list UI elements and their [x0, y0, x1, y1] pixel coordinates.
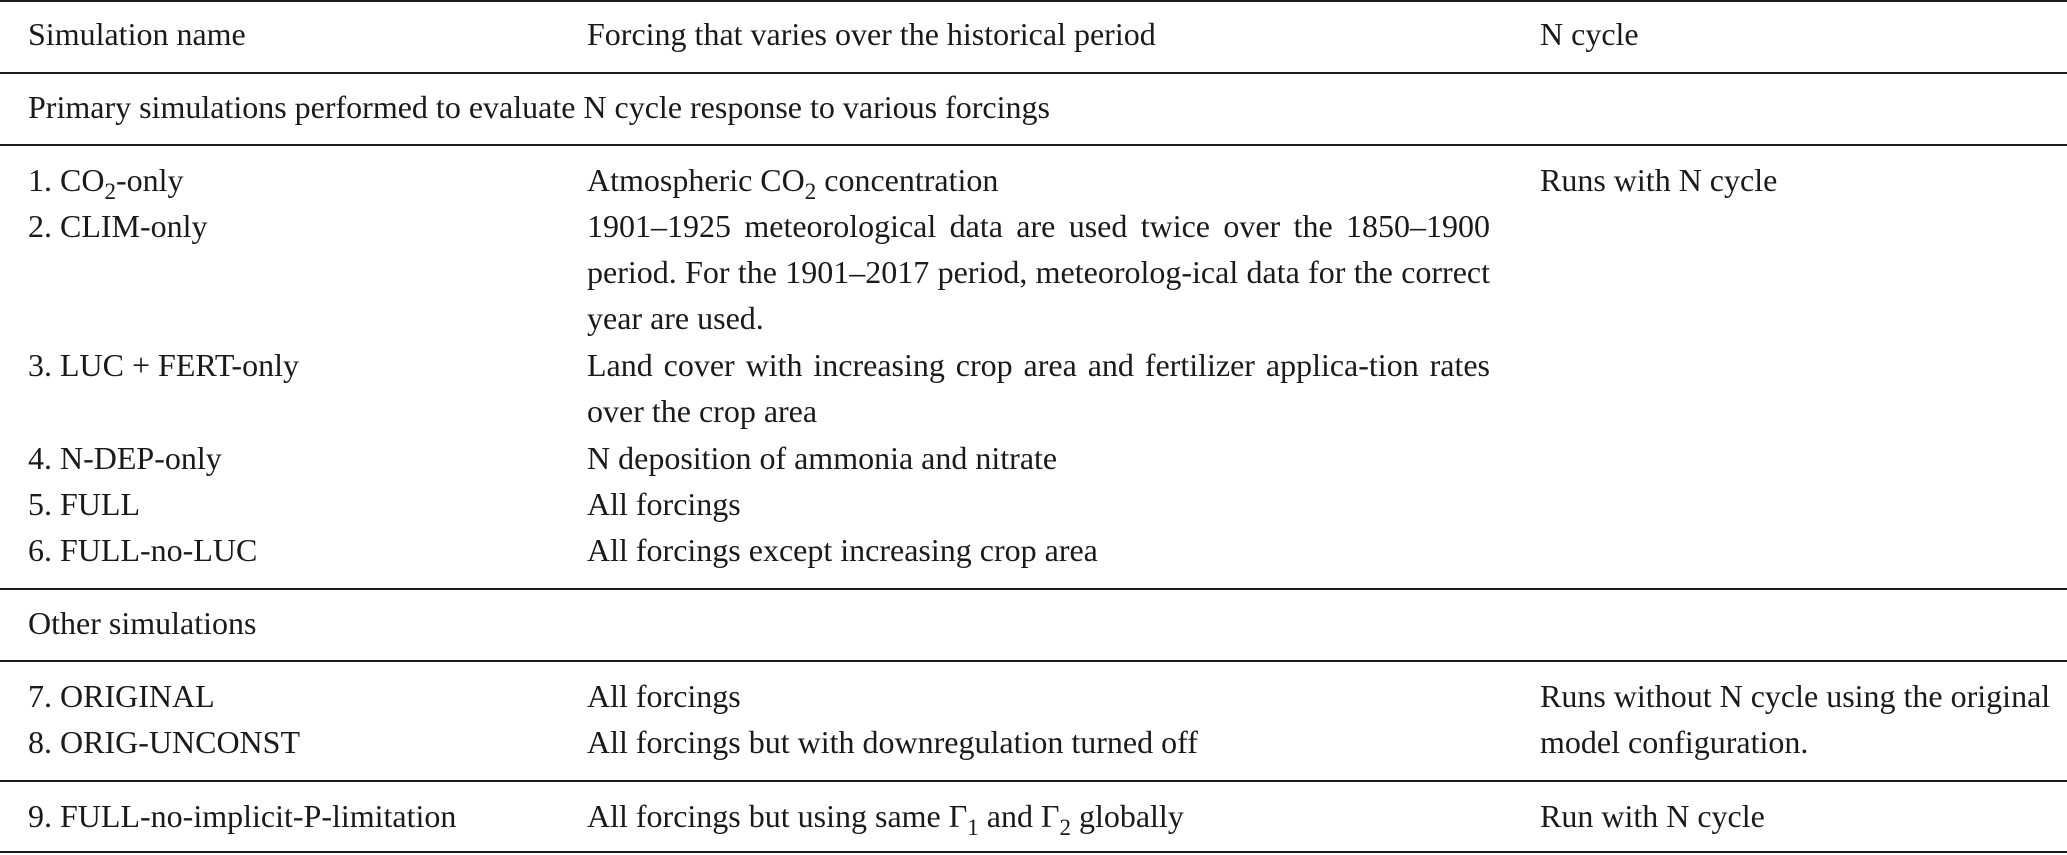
section1-title: Primary simulations performed to evaluate N cycle response to various forcings — [28, 89, 1050, 125]
simulation-name: 2. CLIM-only — [28, 208, 208, 244]
header-simulation-name: Simulation name — [28, 16, 246, 52]
section1-rule — [0, 144, 2067, 146]
header-rule — [0, 72, 2067, 74]
forcing-description: Atmospheric $CO_2$ concentration — [587, 162, 999, 204]
section3-rule — [0, 780, 2067, 782]
forcing-description: Land cover with increasing crop area and fertilizer applica-tion rates over the crop area — [587, 347, 1490, 429]
simulation-name: 5. FULL — [28, 486, 140, 522]
header-forcing: Forcing that varies over the historical period — [587, 16, 1156, 52]
simulation-name: 3. LUC + FERT-only — [28, 347, 299, 383]
section2-top-rule — [0, 588, 2067, 590]
n-cycle-value: Run with N cycle — [1540, 798, 1765, 834]
forcing-description: All forcings except increasing crop area — [587, 532, 1098, 568]
n-cycle-value: Runs without N cycle using the original model configuration. — [1540, 678, 2051, 760]
bottom-rule — [0, 851, 2067, 853]
forcing-description: N deposition of ammonia and nitrate — [587, 440, 1058, 476]
forcing-description: All forcings but using same $\Gamma_1$ and $\Gamma_2$ globally — [587, 798, 1184, 840]
forcing-description: All forcings — [587, 678, 741, 714]
simulation-name: 9. FULL-no-implicit-P-limitation — [28, 798, 457, 834]
simulation-name: 7. ORIGINAL — [28, 678, 215, 714]
top-rule — [0, 0, 2067, 2]
forcing-description: 1901–1925 meteorological data are used twice over the 1850–1900 period. For the 1901–2017 period, meteorolog-ical data for the correct year are used. — [587, 208, 1490, 336]
n-cycle-value: Runs with N cycle — [1540, 162, 1778, 198]
forcing-description: All forcings but with downregulation turned off — [587, 724, 1198, 760]
simulation-name: 4. N-DEP-only — [28, 440, 222, 476]
simulation-name: 8. ORIG-UNCONST — [28, 724, 300, 760]
simulation-name: 6. FULL-no-LUC — [28, 532, 258, 568]
section2-title: Other simulations — [28, 605, 257, 641]
simulation-name: 1. $CO_2$-only — [28, 162, 184, 204]
forcing-description: All forcings — [587, 486, 741, 522]
header-n-cycle: N cycle — [1540, 16, 1639, 52]
section2-rule — [0, 660, 2067, 662]
